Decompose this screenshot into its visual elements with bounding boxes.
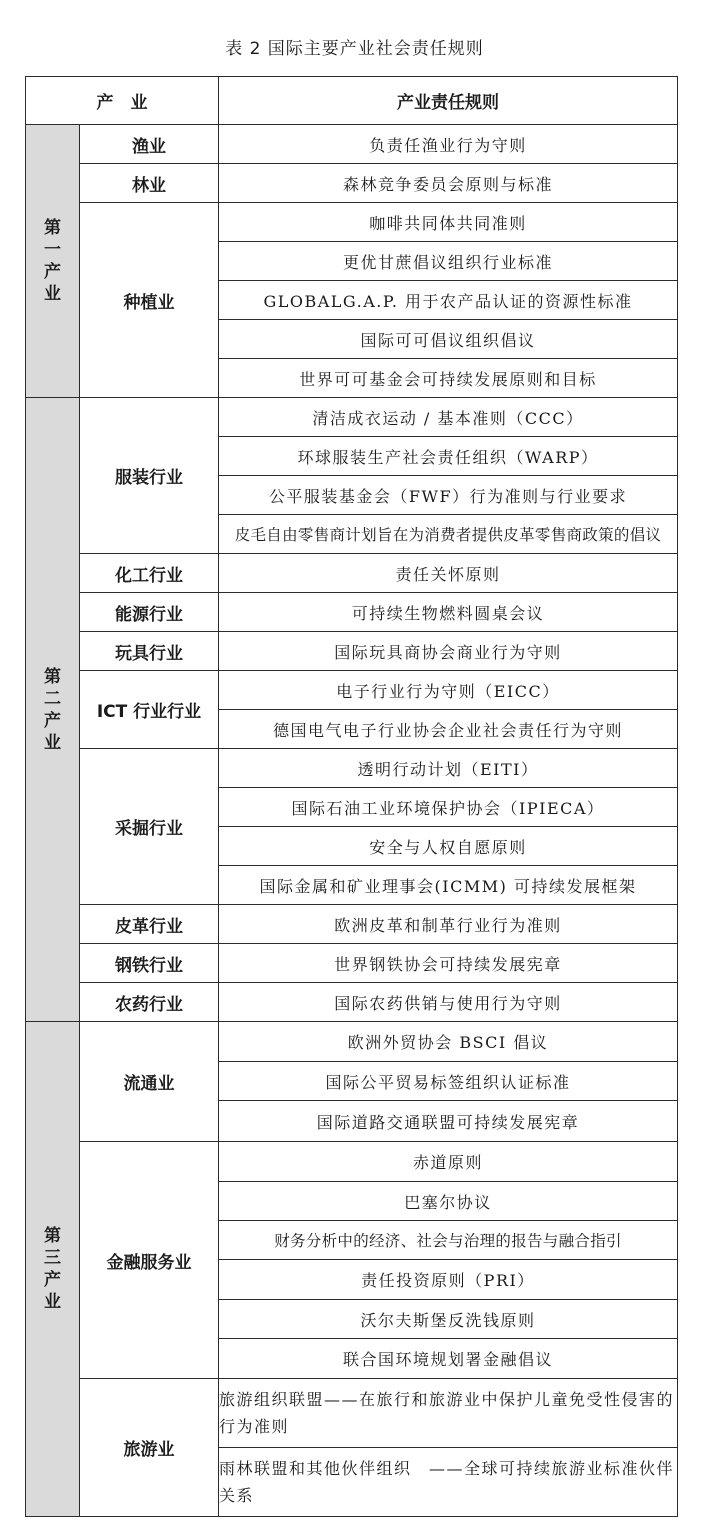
industry-cell: ICT 行业行业 [80,671,219,749]
rule-cell: 咖啡共同体共同准则 [219,203,678,242]
rule-cell: 电子行业行为守则（EICC） [219,671,678,710]
rule-cell: 国际公平贸易标签组织认证标准 [219,1062,678,1101]
table-caption: 表 2 国际主要产业社会责任规则 [225,39,484,59]
rule-cell: 世界钢铁协会可持续发展宪章 [219,944,678,983]
table-row [26,944,678,983]
industry-cell: 玩具行业 [80,632,219,671]
rule-cell: 森林竞争委员会原则与标准 [219,164,678,203]
industry-cell: 农药行业 [80,983,219,1022]
industry-cell: 林业 [80,164,219,203]
rule-cell: 德国电气电子行业协会企业社会责任行为守则 [219,710,678,749]
table-row [26,203,678,242]
rule-cell: 负责任渔业行为守则 [219,125,678,164]
rule-cell: 欧洲外贸协会 BSCI 倡议 [219,1022,678,1062]
industry-cell: 流通业 [80,1022,219,1142]
rule-cell: 可持续生物燃料圆桌会议 [219,593,678,632]
rule-cell: GLOBALG.A.P. 用于农产品认证的资源性标准 [219,281,678,320]
table-row [26,1142,678,1182]
rule-cell: 国际石油工业环境保护协会（IPIECA） [219,788,678,827]
table-row [26,398,678,437]
sector-label: 第一产业 [44,218,61,304]
rule-cell: 旅游组织联盟——在旅行和旅游业中保护儿童免受性侵害的行为准则 [219,1379,678,1448]
table-row [26,671,678,710]
sector-label: 第二产业 [44,666,61,753]
header-industry: 产 业 [26,77,219,125]
industry-cell: 金融服务业 [80,1142,219,1379]
rule-cell: 联合国环境规划署金融倡议 [219,1339,678,1379]
industry-cell: 化工行业 [80,554,219,593]
industry-cell: 皮革行业 [80,905,219,944]
rule-cell: 雨林联盟和其他伙伴组织 ——全球可持续旅游业标准伙伴关系 [219,1448,678,1517]
rule-cell: 皮毛自由零售商计划旨在为消费者提供皮革零售商政策的倡议 [219,515,678,554]
industry-cell: 服装行业 [80,398,219,554]
table-row [26,164,678,203]
rule-cell: 世界可可基金会可持续发展原则和目标 [219,359,678,398]
rule-cell: 巴塞尔协议 [219,1182,678,1221]
table-row [26,1022,678,1062]
header-rules: 产业责任规则 [219,77,678,125]
table-row [26,632,678,671]
rule-cell: 清洁成衣运动 / 基本准则（CCC） [219,398,678,437]
table-row [26,125,678,164]
sector-label: 第三产业 [44,1226,61,1312]
rule-cell: 责任关怀原则 [219,554,678,593]
rule-cell: 赤道原则 [219,1142,678,1182]
industry-cell: 渔业 [80,125,219,164]
sector-cell [26,125,80,398]
rule-cell: 责任投资原则（PRI） [219,1260,678,1300]
table-row [26,983,678,1022]
rule-cell: 国际金属和矿业理事会(ICMM) 可持续发展框架 [219,866,678,905]
rule-cell: 国际可可倡议组织倡议 [219,320,678,359]
table-row [26,749,678,788]
table-row [26,593,678,632]
industry-cell: 旅游业 [80,1379,219,1517]
rule-cell: 国际农药供销与使用行为守则 [219,983,678,1022]
rule-cell: 安全与人权自愿原则 [219,827,678,866]
rule-cell: 沃尔夫斯堡反洗钱原则 [219,1300,678,1339]
rule-cell: 欧洲皮革和制革行业行为准则 [219,905,678,944]
sector-cell [26,1022,80,1517]
table-row [26,554,678,593]
rule-cell: 公平服装基金会（FWF）行为准则与行业要求 [219,476,678,515]
industry-rules-table [25,76,678,1517]
industry-cell: 采掘行业 [80,749,219,905]
table-row [26,905,678,944]
rule-cell: 环球服装生产社会责任组织（WARP） [219,437,678,476]
industry-cell: 种植业 [80,203,219,398]
rule-cell: 国际玩具商协会商业行为守则 [219,632,678,671]
rule-cell: 更优甘蔗倡议组织行业标准 [219,242,678,281]
rule-cell: 透明行动计划（EITI） [219,749,678,788]
table-row [26,1379,678,1448]
sector-cell [26,398,80,1022]
industry-cell: 能源行业 [80,593,219,632]
industry-cell: 钢铁行业 [80,944,219,983]
rule-cell: 财务分析中的经济、社会与治理的报告与融合指引 [219,1221,678,1260]
rule-cell: 国际道路交通联盟可持续发展宪章 [219,1101,678,1142]
